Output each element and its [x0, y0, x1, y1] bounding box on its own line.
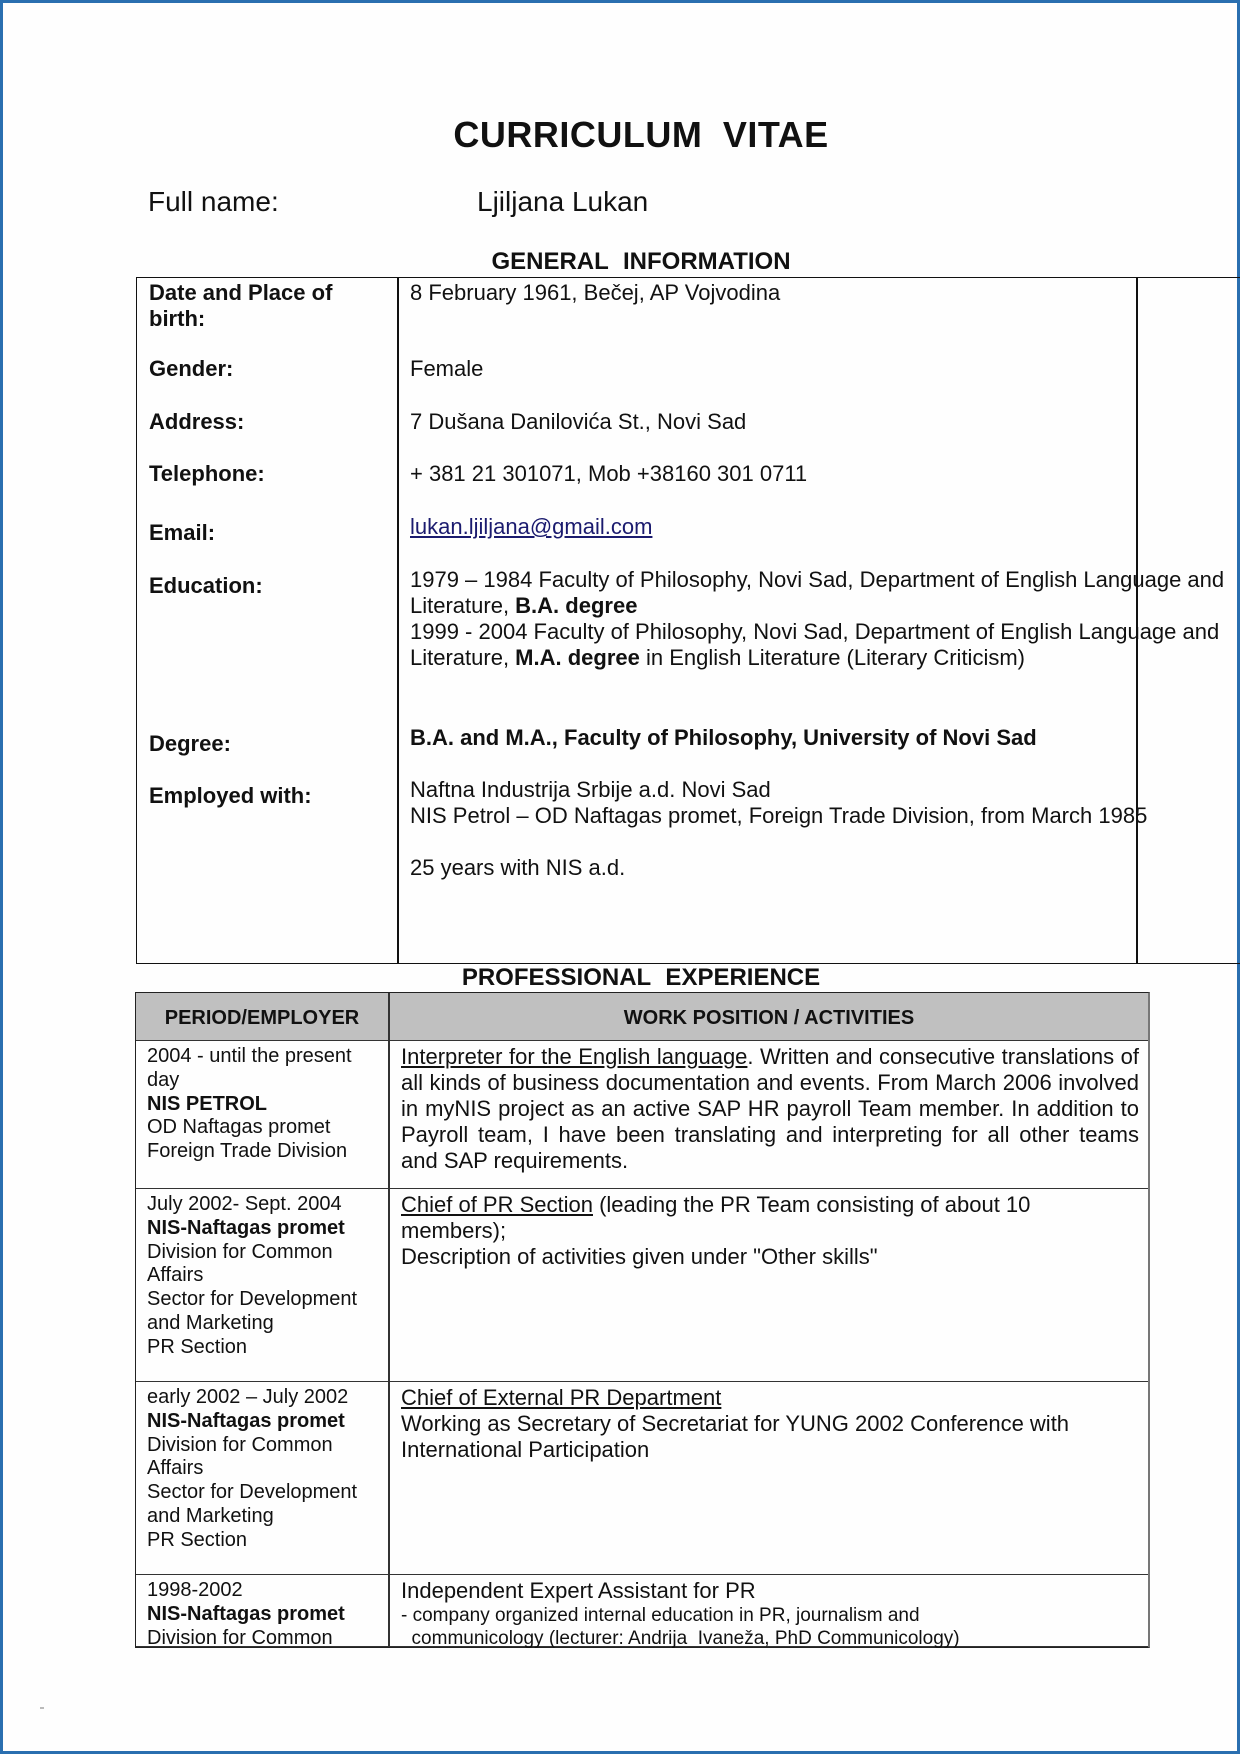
employer: NIS-Naftagas promet: [147, 1216, 345, 1239]
general-information-table: [136, 277, 1240, 964]
column-header-position: WORK POSITION / ACTIVITIES: [623, 1007, 915, 1029]
info-value: [410, 567, 1240, 671]
info-value: [410, 777, 1240, 881]
employment-line: 25 years with NIS a.d.: [410, 855, 626, 880]
activity-description: Working as Secretary of Secretariat for YUNG 2002 Conference with International Participation: [401, 1411, 1070, 1462]
general-information-heading: GENERAL INFORMATION: [491, 248, 791, 275]
education-text: 1979 – 1984 Faculty of Philosophy, Novi Sad, Department of English Language and Literature,: [410, 567, 1225, 618]
position-title: Chief of External PR Department: [401, 1385, 722, 1410]
unit: OD Naftagas promet: [147, 1116, 331, 1139]
info-label: Telephone:: [149, 461, 265, 486]
info-label: Education:: [149, 573, 263, 598]
info-label: Degree:: [149, 731, 231, 756]
activity-description: (leading the PR Team consisting of about 10 members);: [401, 1192, 1031, 1243]
period: 1998-2002: [147, 1579, 243, 1601]
period: 2004 - until the present day: [147, 1045, 352, 1091]
info-value: + 381 21 301071, Mob +38160 301 0711: [410, 461, 808, 486]
info-label: Email:: [149, 520, 216, 545]
column-header-period: PERIOD/EMPLOYER: [164, 1007, 360, 1029]
info-value: B.A. and M.A., Faculty of Philosophy, University of Novi Sad: [410, 725, 1037, 750]
position-activities: [401, 1192, 1139, 1270]
period-employer: [147, 1386, 382, 1553]
employment-line: Naftna Industrija Srbije a.d. Novi Sad: [410, 777, 771, 802]
period: July 2002- Sept. 2004: [147, 1193, 342, 1215]
period-employer: [147, 1193, 382, 1360]
professional-experience-table: [135, 992, 1150, 1648]
table-divider: [388, 993, 390, 1647]
document-title: CURRICULUM VITAE: [453, 114, 829, 155]
education-degree: M.A. degree: [515, 645, 640, 670]
info-value: 8 February 1961, Bečej, AP Vojvodina: [410, 280, 781, 305]
position-activities: [401, 1044, 1139, 1174]
activity-description: - company organized internal education in PR, journalism and: [401, 1605, 920, 1626]
unit: Division for Common Affairs: [147, 1433, 333, 1480]
activity-description: communicology (lecturer: Andrija Ivaneža, PhD Communicology): [401, 1628, 960, 1649]
table-divider: [397, 278, 399, 963]
employment-line: NIS Petrol – OD Naftagas promet, Foreign Trade Division, from March 1985: [410, 803, 1148, 828]
full-name-label: Full name:: [148, 186, 279, 217]
table-header: [136, 993, 1148, 1041]
position-title: Independent Expert Assistant for PR: [401, 1578, 756, 1603]
info-label: Address:: [149, 409, 245, 434]
education-text: 1999 - 2004 Faculty of Philosophy, Novi Sad, Department of English Language and Literature,: [410, 619, 1220, 670]
email-link[interactable]: lukan.ljiljana@gmail.com: [410, 514, 653, 539]
unit: PR Section: [147, 1528, 248, 1551]
page-mark: [40, 1707, 44, 1709]
position-title: Interpreter for the English language: [401, 1044, 748, 1069]
info-label: Employed with:: [149, 783, 312, 808]
activity-description: . Written and consecutive translations of all kinds of business documentation and events. From March 2006 involved in myNIS project as an active SAP HR payroll Team member. In addition to Payroll team, I have been translating and interpreting for all other teams and SAP requirements.: [401, 1044, 1140, 1173]
period-employer: [147, 1045, 382, 1164]
position-title: Chief of PR Section: [401, 1192, 593, 1217]
experience-row: [136, 1575, 1148, 1647]
info-label: Date and Place of birth:: [149, 280, 333, 331]
experience-row: [136, 1382, 1148, 1575]
education-text: in English Literature (Literary Criticism): [639, 645, 1025, 670]
employer: NIS PETROL: [147, 1092, 268, 1115]
unit: PR Section: [147, 1335, 248, 1358]
unit: Sector for Development and Marketing: [147, 1481, 358, 1527]
experience-row: [136, 1041, 1148, 1189]
full-name-value: Ljiljana Lukan: [477, 186, 649, 217]
info-value: 7 Dušana Danilovića St., Novi Sad: [410, 409, 747, 434]
employer: NIS-Naftagas promet: [147, 1409, 345, 1432]
unit: Foreign Trade Division: [147, 1140, 348, 1163]
info-label: Gender:: [149, 356, 234, 381]
employer: NIS-Naftagas promet: [147, 1602, 345, 1625]
education-degree: B.A. degree: [515, 593, 638, 618]
period-employer: [147, 1579, 382, 1650]
position-activities: [401, 1385, 1139, 1463]
activity-description: Description of activities given under "Other skills": [401, 1244, 878, 1269]
unit: Division for Common: [147, 1626, 333, 1649]
unit: Sector for Development and Marketing: [147, 1288, 358, 1334]
experience-row: [136, 1189, 1148, 1382]
unit: Division for Common Affairs: [147, 1240, 333, 1287]
period: early 2002 – July 2002: [147, 1386, 349, 1408]
professional-experience-heading: PROFESSIONAL EXPERIENCE: [461, 964, 821, 991]
position-activities: [401, 1578, 1139, 1650]
info-value: Female: [410, 356, 484, 381]
